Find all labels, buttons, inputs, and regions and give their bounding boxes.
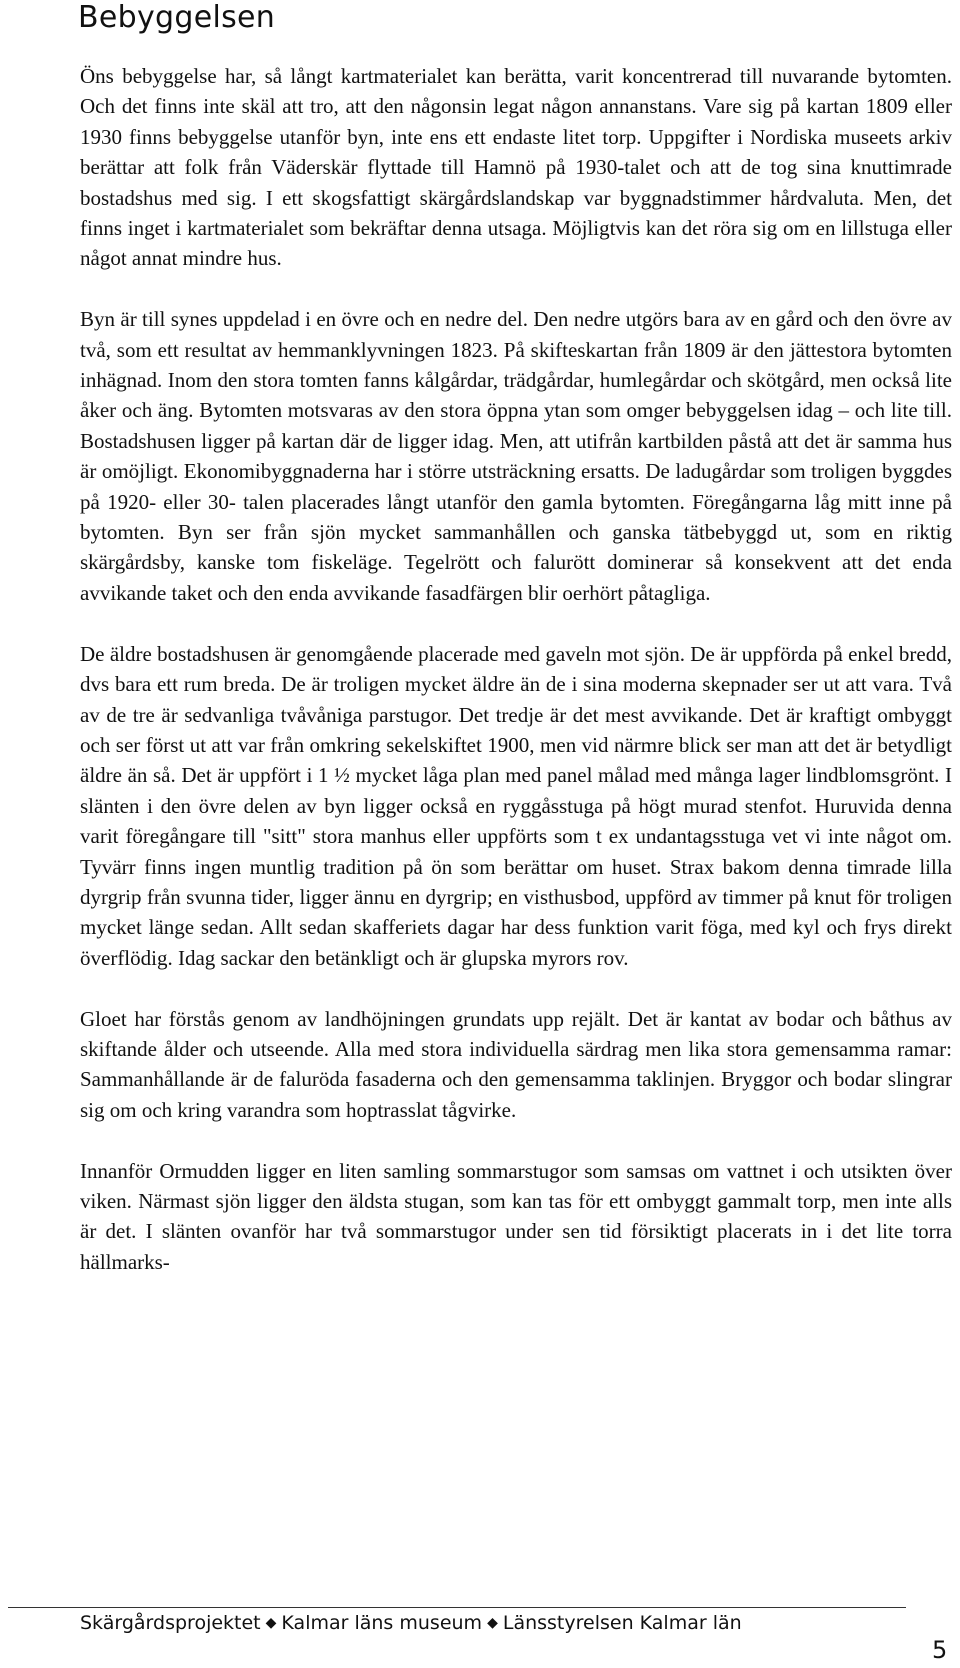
diamond-icon: ◆ <box>265 1615 277 1631</box>
paragraph: Öns bebyggelse har, så långt kartmaterialet kan berätta, varit koncentrerad till nuvarande bytomten. Och det finns inte skäl att tro, att den någonsin legat någon annanstans. Vare sig på kartan 1809 eller 1930 finns bebyggelse utanför byn, inte ens ett endaste litet torp. Uppgifter i Nordiska museets arkiv berättar att folk från Väderskär flyttade till Hamnö på 1930-talet och att de tog sina knuttimrade bostadshus med sig. I ett skogsfattigt skärgårdslandskap var byggnadstimmer hårdvaluta. Men, det finns inget i kartmaterialet som bekräftar denna utsaga. Möjligtvis kan det röra sig om en lillstuga eller något annat mindre hus. <box>80 64 952 271</box>
paragraph: Byn är till synes uppdelad i en övre och en nedre del. Den nedre utgörs bara av en gård och den övre av två, som ett resultat av hemmanklyvningen 1823. På skifteskartan från 1809 är den jättestora bytomten inhägnad. Inom den stora tomten fanns kålgårdar, trädgårdar, humlegårdar och skötgård, men också lite åker och äng. Bytomten motsvaras av den stora öppna ytan som omger bebyggelsen idag – och lite till. Bostadshusen ligger på kartan där de ligger idag. Men, att utifrån kartbilden påstå att det är samma hus är omöjligt. Ekonomibyggnaderna har i större utsträckning ersatts. De ladugårdar som troligen byggdes på 1920- eller 30- talen placerades långt utanför den gamla bytomten. Föregångarna låg mitt inne på bytomten. Byn ser från sjön mycket sammanhållen och ganska tätbebyggd ut, som en riktig skärgårdsby, kanske tom fiskeläge. Tegelrött och falurött dominerar så konsekvent att det enda avvikande taket och den enda avvikande fasadfärgen blir oerhört påtagliga. <box>80 307 952 605</box>
page-title: Bebyggelsen <box>78 0 276 35</box>
body-text <box>80 61 952 1308</box>
footer <box>80 1612 742 1634</box>
page-number: 5 <box>932 1636 948 1664</box>
footer-divider <box>8 1607 906 1608</box>
paragraph: De äldre bostadshusen är genomgående placerade med gaveln mot sjön. De är uppförda på enkel bredd, dvs bara ett rum breda. De är troligen mycket äldre än de i sina moderna skepnader ser ut att vara. Två av de tre är sedvanliga tvåvåniga parstugor. Det tredje är det mest avvikande. Det är kraftigt ombyggt och ser först ut att var från omkring sekelskiftet 1900, men vid närmre blick ser man att det är betydligt äldre än så. Det är uppfört i 1 ½ mycket låga plan med panel målad med många lager lindblomsgrönt. I slänten i den övre delen av byn ligger också en ryggåsstuga på högt murad stenfot. Huruvida denna varit föregångare till "sitt" stora manhus eller uppförts som t ex undantagsstuga vet vi inte något om. Tyvärr finns ingen muntlig tradition på ön som berättar om huset. Strax bakom denna timrade lilla dyrgrip från svunna tider, ligger ännu en dyrgrip; en visthusbod, uppförd av timmer på knut för troligen mycket länge sedan. Allt sedan skafferiets dagar har dess funktion varit föga, med kyl och frys direkt överflödig. Idag sackar den betänkligt och är glupska myrors rov. <box>80 641 952 970</box>
diamond-icon: ◆ <box>487 1615 498 1631</box>
footer-project: Skärgårdsprojektet <box>80 1612 261 1634</box>
footer-county-board: Länsstyrelsen Kalmar län <box>502 1612 742 1634</box>
footer-museum: Kalmar läns museum <box>281 1612 483 1634</box>
paragraph: Gloet har förstås genom av landhöjningen grundats upp rejält. Det är kantat av bodar och båthus av skiftande ålder och utseende. Alla med stora individuella särdrag men lika stora gemensamma ramar: Sammanhållande är de faluröda fasaderna och den gemensamma taklinjen. Bryggor och bodar slingrar sig om och kring varandra som hoptrasslat tågvirke. <box>80 1006 952 1122</box>
paragraph: Innanför Ormudden ligger en liten samling sommarstugor som samsas om vattnet i och utsikten över viken. Närmast sjön ligger den äldsta stugan, som kan tas för ett ombyggt gammalt torp, men inte alls är det. I slänten ovanför har två sommarstugor under sen tid försiktigt placerats in i det lite torra hällmarks- <box>80 1158 952 1274</box>
